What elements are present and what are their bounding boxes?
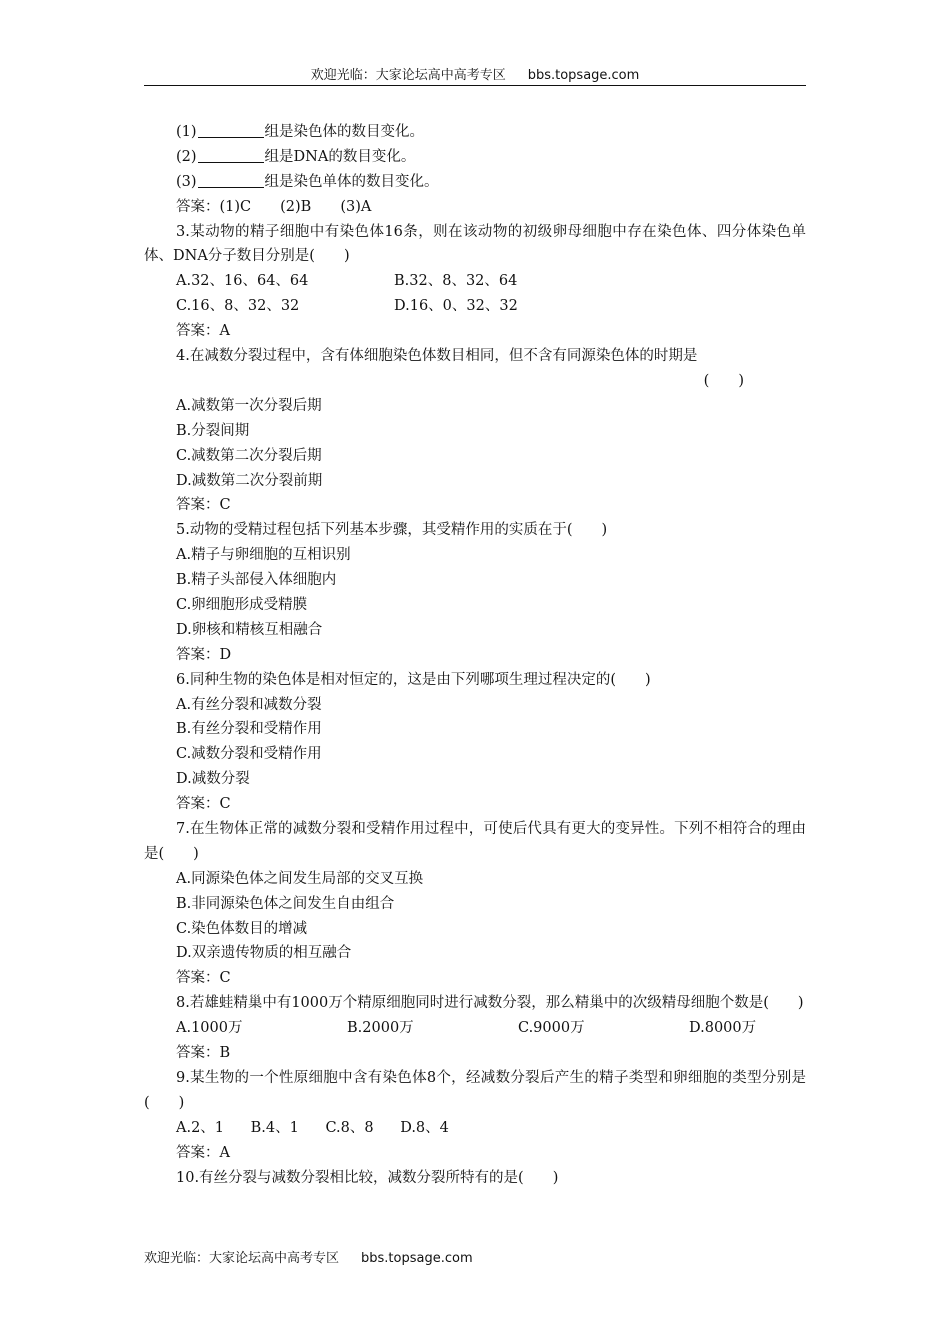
q4-answer: 答案：C bbox=[176, 497, 231, 514]
q3-options-row1 bbox=[144, 269, 806, 294]
q9-options bbox=[144, 1116, 806, 1141]
q4-option-a: A.减数第一次分裂后期 bbox=[176, 397, 322, 414]
page-header bbox=[144, 64, 806, 83]
q3-option-c: C.16、8、32、32 bbox=[176, 298, 300, 315]
q8-stem: 8.若雄蛙精巢中有1000万个精原细胞同时进行减数分裂，那么精巢中的次级精母细胞个数是( ) bbox=[176, 995, 804, 1012]
q2-part1: (1) 组是染色体的数目变化。 bbox=[176, 124, 425, 140]
q8-option-d: D.8000万 bbox=[689, 1020, 757, 1037]
footer-url: bbs.topsage.com bbox=[361, 1251, 473, 1266]
q6-option-a: A.有丝分裂和减数分裂 bbox=[176, 696, 322, 713]
q4-option-b: B.分裂间期 bbox=[176, 422, 250, 439]
q9-stem: 9.某生物的一个性原细胞中含有染色体8个，经减数分裂后产生的精子类型和卵细胞的类型分别是( ) bbox=[144, 1069, 806, 1111]
q5-option-b: B.精子头部侵入体细胞内 bbox=[176, 572, 337, 589]
q3-option-a: A.32、16、64、64 bbox=[176, 273, 309, 290]
q7-option-b: B.非同源染色体之间发生自由组合 bbox=[176, 895, 395, 912]
q5-stem: 5.动物的受精过程包括下列基本步骤，其受精作用的实质在于( ) bbox=[176, 522, 608, 539]
question-content bbox=[144, 120, 806, 1190]
q6-option-c: C.减数分裂和受精作用 bbox=[176, 746, 322, 763]
q2-part2: (2) 组是DNA的数目变化。 bbox=[176, 148, 416, 165]
q7-option-d: D.双亲遗传物质的相互融合 bbox=[176, 945, 352, 962]
q3-options-row2 bbox=[144, 294, 806, 319]
fill-blank bbox=[198, 173, 264, 188]
q8-answer: 答案：B bbox=[176, 1045, 231, 1062]
q5-option-c: C.卵细胞形成受精膜 bbox=[176, 596, 308, 613]
q7-answer: 答案：C bbox=[176, 970, 231, 987]
q7-stem: 7.在生物体正常的减数分裂和受精作用过程中，可使后代具有更大的变异性。下列不相符合的理由是( ) bbox=[144, 820, 806, 862]
page-footer bbox=[144, 1247, 473, 1266]
q8-options bbox=[144, 1016, 806, 1041]
q6-answer: 答案：C bbox=[176, 796, 231, 813]
q7-option-c: C.染色体数目的增减 bbox=[176, 920, 308, 937]
header-site-name: 欢迎光临：大家论坛高中高考专区 bbox=[310, 68, 506, 83]
q6-stem: 6.同种生物的染色体是相对恒定的，这是由下列哪项生理过程决定的( ) bbox=[176, 671, 651, 688]
q8-option-c: C.9000万 bbox=[518, 1020, 585, 1037]
header-divider bbox=[144, 85, 806, 86]
q9-option-b: B.4、1 bbox=[250, 1119, 299, 1136]
q4-paren: ( ) bbox=[703, 372, 744, 389]
q9-option-c: C.8、8 bbox=[325, 1119, 374, 1136]
q3-stem: 3.某动物的精子细胞中有染色体16条，则在该动物的初级卵母细胞中存在染色体、四分体染色单体、DNA分子数目分别是( ) bbox=[144, 223, 806, 265]
header-url: bbs.topsage.com bbox=[527, 68, 640, 83]
q2-part3: (3) 组是染色单体的数目变化。 bbox=[176, 173, 439, 190]
q5-option-a: A.精子与卵细胞的互相识别 bbox=[176, 547, 351, 564]
q6-option-b: B.有丝分裂和受精作用 bbox=[176, 721, 322, 738]
footer-site-name: 欢迎光临：大家论坛高中高考专区 bbox=[144, 1251, 340, 1266]
q4-option-c: C.减数第二次分裂后期 bbox=[176, 447, 322, 464]
q5-option-d: D.卵核和精核互相融合 bbox=[176, 621, 323, 638]
fill-blank bbox=[198, 123, 264, 138]
fill-blank bbox=[198, 148, 264, 163]
q8-option-b: B.2000万 bbox=[347, 1020, 414, 1037]
q8-option-a: A.1000万 bbox=[176, 1020, 243, 1037]
q10-stem: 10.有丝分裂与减数分裂相比较，减数分裂所特有的是( ) bbox=[176, 1169, 559, 1186]
q3-option-d: D.16、0、32、32 bbox=[394, 298, 518, 315]
q6-option-d: D.减数分裂 bbox=[176, 771, 250, 788]
q4-stem: 4.在减数分裂过程中，含有体细胞染色体数目相同，但不含有同源染色体的时期是 bbox=[176, 348, 698, 365]
q4-option-d: D.减数第二次分裂前期 bbox=[176, 472, 323, 489]
q5-answer: 答案：D bbox=[176, 646, 232, 663]
q9-answer: 答案：A bbox=[176, 1144, 230, 1161]
q9-option-a: A.2、1 bbox=[176, 1119, 225, 1136]
q3-answer: 答案：A bbox=[176, 323, 230, 340]
q3-option-b: B.32、8、32、64 bbox=[394, 273, 518, 290]
q7-option-a: A.同源染色体之间发生局部的交叉互换 bbox=[176, 870, 424, 887]
q9-option-d: D.8、4 bbox=[400, 1119, 449, 1136]
q2-answer: 答案：(1)C (2)B (3)A bbox=[176, 198, 372, 215]
